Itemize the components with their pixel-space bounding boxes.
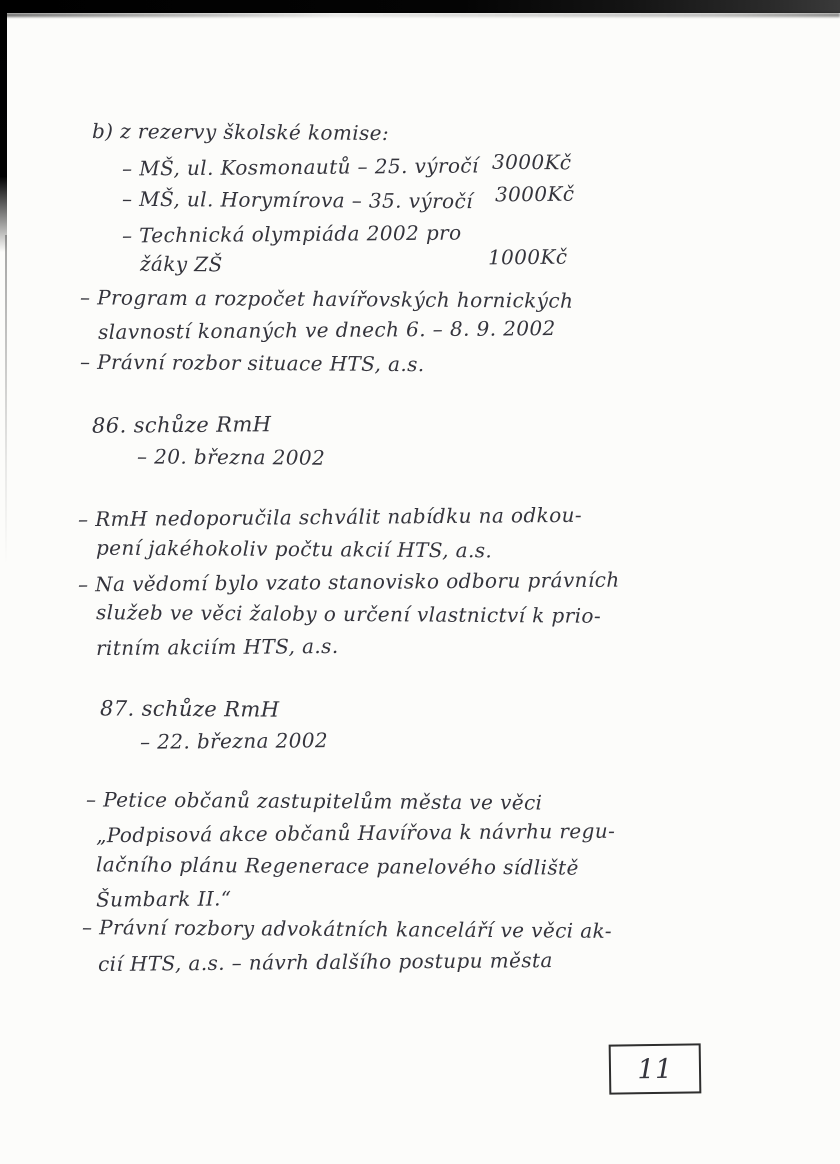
note-line: – Právní rozbory advokátních kanceláří ve věci ak-: [81, 915, 612, 943]
note-line: služeb ve věci žaloby o určení vlastnictví k prio-: [95, 600, 602, 628]
note-line: – Právní rozbor situace HTS, a.s.: [79, 349, 425, 377]
note-line: cií HTS, a.s. – návrh dalšího postupu města: [97, 948, 553, 976]
note-line: – Petice občanů zastupitelům města ve věci: [85, 787, 543, 815]
meeting-title: 87. schůze RmH: [99, 696, 280, 722]
note-line: pení jakéhokoliv počtu akcií HTS, a.s.: [95, 535, 493, 563]
reserve-item-amount: 1000Kč: [487, 244, 568, 270]
note-line: ritním akciím HTS, a.s.: [95, 633, 339, 661]
scan-artifact-left-edge: [0, 0, 7, 252]
meeting-title: 86. schůze RmH: [91, 412, 272, 438]
scan-artifact-left-line: [5, 235, 7, 565]
reserve-item-label: – MŠ, ul. Horymírova – 35. výročí: [121, 186, 474, 214]
meeting-date: – 22. března 2002: [139, 728, 329, 754]
reserve-item-amount: 3000Kč: [494, 181, 575, 207]
scan-artifact-top-edge: [0, 0, 840, 13]
scan-artifact-top-noise: [0, 13, 840, 17]
reserve-heading: b) z rezervy školské komise:: [91, 118, 390, 146]
note-line: – Program a rozpočet havířovských hornických: [79, 285, 574, 313]
note-line: Šumbark II.“: [95, 886, 232, 912]
page-number-box: [609, 1043, 702, 1094]
reserve-item-amount: 3000Kč: [491, 149, 572, 175]
meeting-date: – 20. března 2002: [136, 444, 326, 470]
reserve-item-label: – Technická olympiáda 2002 pro: [121, 220, 462, 248]
note-line: – Na vědomí bylo vzato stanovisko odboru právních: [77, 567, 620, 597]
page-number: 11: [637, 1053, 673, 1085]
reserve-item-label: – MŠ, ul. Kosmonautů – 25. výročí: [121, 153, 479, 181]
reserve-item-label: žáky ZŠ: [139, 251, 223, 277]
note-line: lačního plánu Regenerace panelového sídliště: [95, 852, 579, 880]
note-line: – RmH nedoporučila schválit nabídku na odkou-: [77, 502, 583, 532]
note-line: „Podpisová akce občanů Havířova k návrhu regu-: [95, 818, 616, 848]
note-line: slavností konaných ve dnech 6. – 8. 9. 2002: [97, 316, 556, 344]
